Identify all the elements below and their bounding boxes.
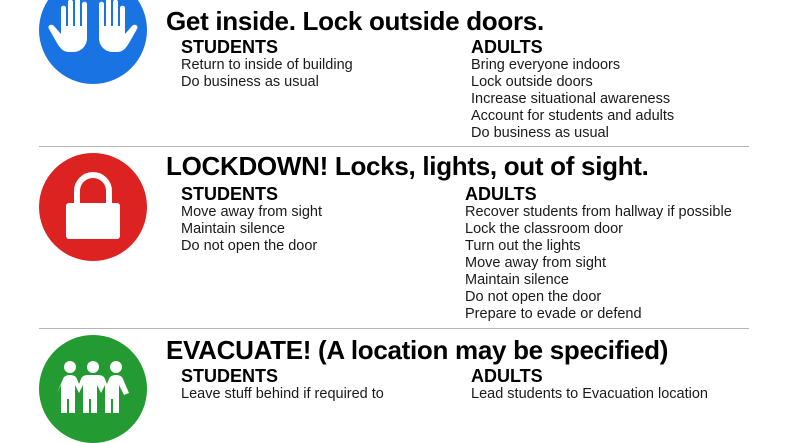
lockdown-section <box>0 147 791 328</box>
list-item: Prepare to evade or defend <box>465 306 642 322</box>
students-list <box>181 204 322 255</box>
lockout-heading: Get inside. Lock outside doors. <box>166 6 544 36</box>
lockout-section <box>0 0 791 146</box>
students-list <box>181 386 384 403</box>
list-item: Leave stuff behind if required to <box>181 386 384 402</box>
list-item: Move away from sight <box>181 204 323 220</box>
lockdown-icon-circle <box>39 153 147 261</box>
students-header: STUDENTS <box>181 184 279 204</box>
adults-list <box>471 57 674 142</box>
lockdown-heading: LOCKDOWN! Locks, lights, out of sight. <box>166 151 649 181</box>
adults-header: ADULTS <box>471 37 543 57</box>
lockdown-adults-column <box>465 184 732 323</box>
list-item: Turn out the lights <box>465 238 581 254</box>
adults-list <box>465 204 732 323</box>
lockout-icon-circle <box>39 0 147 84</box>
students-header: STUDENTS <box>181 366 279 386</box>
list-item: Maintain silence <box>181 221 285 237</box>
list-item: Do not open the door <box>465 289 602 305</box>
list-item: Do business as usual <box>181 74 319 90</box>
evacuate-adults-column <box>471 366 708 403</box>
students-header: STUDENTS <box>181 37 279 57</box>
padlock-icon <box>39 153 147 261</box>
lockdown-students-column <box>181 184 322 255</box>
list-item: Lead students to Evacuation location <box>471 386 708 402</box>
list-item: Lock the classroom door <box>465 221 623 237</box>
adults-header: ADULTS <box>471 366 543 386</box>
list-item: Recover students from hallway if possible <box>465 204 732 220</box>
evacuate-students-column <box>181 366 384 403</box>
list-item: Increase situational awareness <box>471 91 671 107</box>
list-item: Move away from sight <box>465 255 607 271</box>
list-item: Account for students and adults <box>471 108 675 124</box>
list-item: Maintain silence <box>465 272 569 288</box>
list-item: Do not open the door <box>181 238 318 254</box>
list-item: Lock outside doors <box>471 74 593 90</box>
list-item: Bring everyone indoors <box>471 57 621 73</box>
evacuate-icon-circle <box>39 335 147 443</box>
lockout-students-column <box>181 37 353 91</box>
evacuate-heading: EVACUATE! (A location may be specified) <box>166 335 669 365</box>
adults-list <box>471 386 708 403</box>
list-item: Do business as usual <box>471 125 609 141</box>
students-list <box>181 57 353 91</box>
evacuate-section <box>0 329 791 400</box>
group-of-people-icon <box>39 335 147 443</box>
list-item: Return to inside of building <box>181 57 353 73</box>
lockout-adults-column <box>471 37 674 142</box>
adults-header: ADULTS <box>465 184 537 204</box>
raised-hands-icon <box>39 0 147 84</box>
